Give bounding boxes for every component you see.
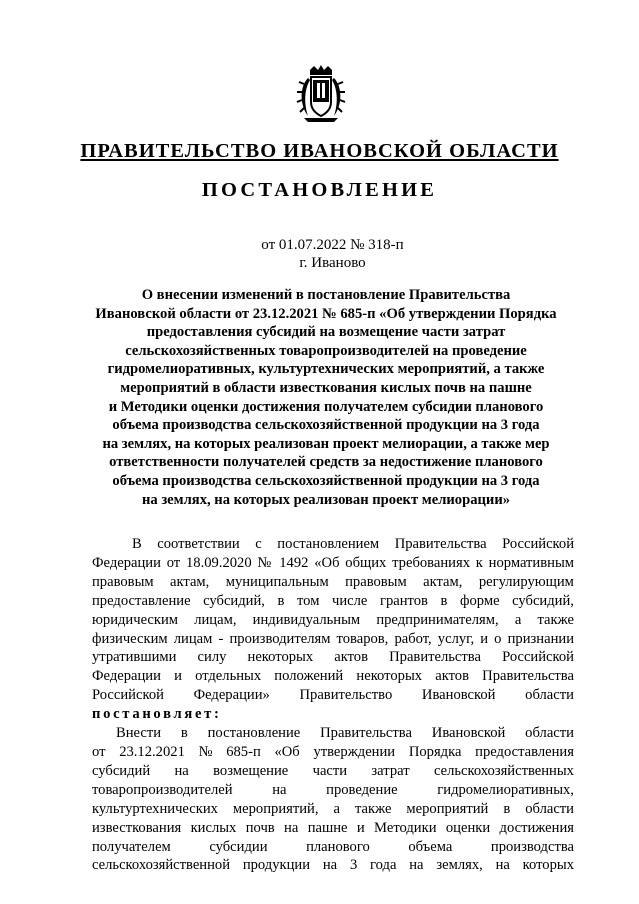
body-word: а [514,611,522,628]
body-word: субсидии [209,838,268,855]
body-line [92,762,574,781]
body-word: Российской [502,649,574,666]
body-line [92,743,574,762]
body-line [92,611,574,630]
body-line [92,686,574,705]
body-line: Федерации и отдельных положений некоторых актов Правительства [92,668,574,685]
body-word: сельскохозяйственных [433,762,574,779]
body-word: 23.12.2021 [119,743,185,760]
body-word: В [132,536,142,552]
body-word: на [409,857,424,874]
body-line [92,724,574,743]
body-line [92,535,574,554]
body-word: от [92,743,106,760]
subject-line: на землях, на которых реализован проект мелиорации, а также мер [102,435,550,452]
body-word: на [495,857,510,874]
subject-line: объема производства сельскохозяйственной продукции на 3 года [112,417,540,434]
body-word: том [296,592,320,609]
subject-line: ответственности получателей средств за недостижение планового [109,454,543,471]
document-meta [0,236,639,272]
subject-line: мероприятий в области известкования кислых почв на пашне [120,379,532,396]
body-word: № [198,743,213,760]
resolves-line [92,705,574,724]
body-word: 685-п [226,743,261,760]
body-word: продукции [242,857,311,874]
body-word: производства [490,838,574,855]
body-word: объема [408,838,453,855]
body-word: Порядка [408,743,462,760]
body-word: затрат [371,762,410,779]
body-word: Ивановской [421,687,496,704]
body-word: также [537,611,574,628]
document-date-number: от 01.07.2022 № 318-п [261,237,404,253]
body-word: форме [460,592,500,609]
coat-of-arms-icon [296,64,346,124]
body-word: планового [306,838,370,855]
body-word: числе [332,592,368,609]
body-word: постановлением [277,536,380,552]
body-word: возмещение [213,762,289,779]
body-word: получателем [92,838,171,855]
body-word: на [174,762,189,779]
body-word: «Об [274,743,300,760]
body-line: Федерации от 18.09.2020 № 1492 «Об общих требованиях к нормативным [92,554,574,571]
body-word: товаропроизводителей [92,781,233,798]
body-word: утратившими [92,649,177,666]
body-word: правовым [345,573,407,590]
body-word: некоторых [247,649,314,666]
subject-line: предоставления субсидий на возмещение части затрат [146,324,506,341]
body-word: силу [197,649,227,666]
body-line [92,838,574,857]
body-word: муниципальным [225,573,329,590]
document-subject [80,286,572,509]
subject-line: О внесении изменений в постановление Правительства [141,287,511,303]
document-body [92,535,574,875]
body-word: сельскохозяйственной [92,857,231,874]
body-word: актам, [423,573,463,590]
body-word: Российской [92,687,164,704]
body-word: регулирующим [478,573,574,590]
body-line [92,592,574,611]
body-line: физическим лицам - производителям товаров, работ, услуг, и о признании [92,630,574,647]
document-city: г. Иваново [299,255,366,271]
body-word: Федерации» [193,687,270,704]
document-type: ПОСТАНОВЛЕНИЕ [201,179,438,201]
body-word: актам, [170,573,210,590]
body-word: которых [522,857,574,874]
subject-line: сельскохозяйственных товаропроизводителей на проведение [125,342,527,359]
body-word: на [322,857,338,874]
organization-name: ПРАВИТЕЛЬСТВО ИВАНОВСКОЙ ОБЛАСТИ [80,140,559,162]
body-word: в [440,592,448,609]
body-word: субсидий, [512,592,574,609]
body-word: грантов [379,592,428,609]
body-word: гидромелиоративных, [437,781,574,798]
body-word: соответствии [157,536,240,552]
body-word: в [180,725,188,742]
body-word: предпринимателям, [376,611,499,628]
subject-line: Ивановской области от 23.12.2021 № 685-п «Об утверждении Порядка [95,305,557,322]
body-word: области [525,687,574,704]
body-word: Внести [116,725,162,742]
body-line [92,648,574,667]
body-word: Правительства [394,536,487,552]
body-word: предоставления [475,743,574,760]
body-line: известкования кислых почв на пашне и Методики оценки достижения [92,819,574,836]
body-word: правовым [92,573,154,590]
body-word: субсидий, [203,592,265,609]
body-word: на [272,781,287,798]
body-word: постановление [207,725,301,742]
body-word: с [255,536,262,552]
body-word: предоставление [92,592,191,609]
body-word: Правительство [299,687,393,704]
body-line [92,856,574,875]
body-word: землях, [436,857,483,874]
body-word: Ивановской [431,725,506,742]
body-word: Российской [502,536,574,552]
body-word: Правительства [389,649,481,666]
body-word: субсидий [92,762,151,779]
body-word: части [312,762,348,779]
subject-line: на землях, на которых реализован проект мелиорации» [141,491,511,508]
subject-line: объема производства сельскохозяйственной продукции на 3 года [112,472,540,489]
body-word: 3 [349,857,358,874]
body-word: области [525,725,574,742]
subject-line: и Методики оценки достижения получателем субсидии планового [108,398,544,415]
body-word: юридическим [92,611,179,628]
body-word: в [277,592,285,609]
body-word: актов [334,649,368,666]
paragraph-preamble [92,535,574,705]
body-word: индивидуальным [252,611,361,628]
body-word: лицам, [194,611,237,628]
paragraph-amendment [92,724,574,875]
body-line [92,573,574,592]
body-line: культуртехнических мероприятий, а также мероприятий в области [92,800,574,817]
body-word: года [370,857,397,874]
body-word: Правительства [320,725,412,742]
body-word: утверждении [313,743,396,760]
resolves-word: постановляет: [92,706,222,723]
body-word: проведение [326,781,398,798]
subject-line: гидромелиоративных, культуртехнических мероприятий, а также [107,361,545,378]
body-line [92,781,574,800]
